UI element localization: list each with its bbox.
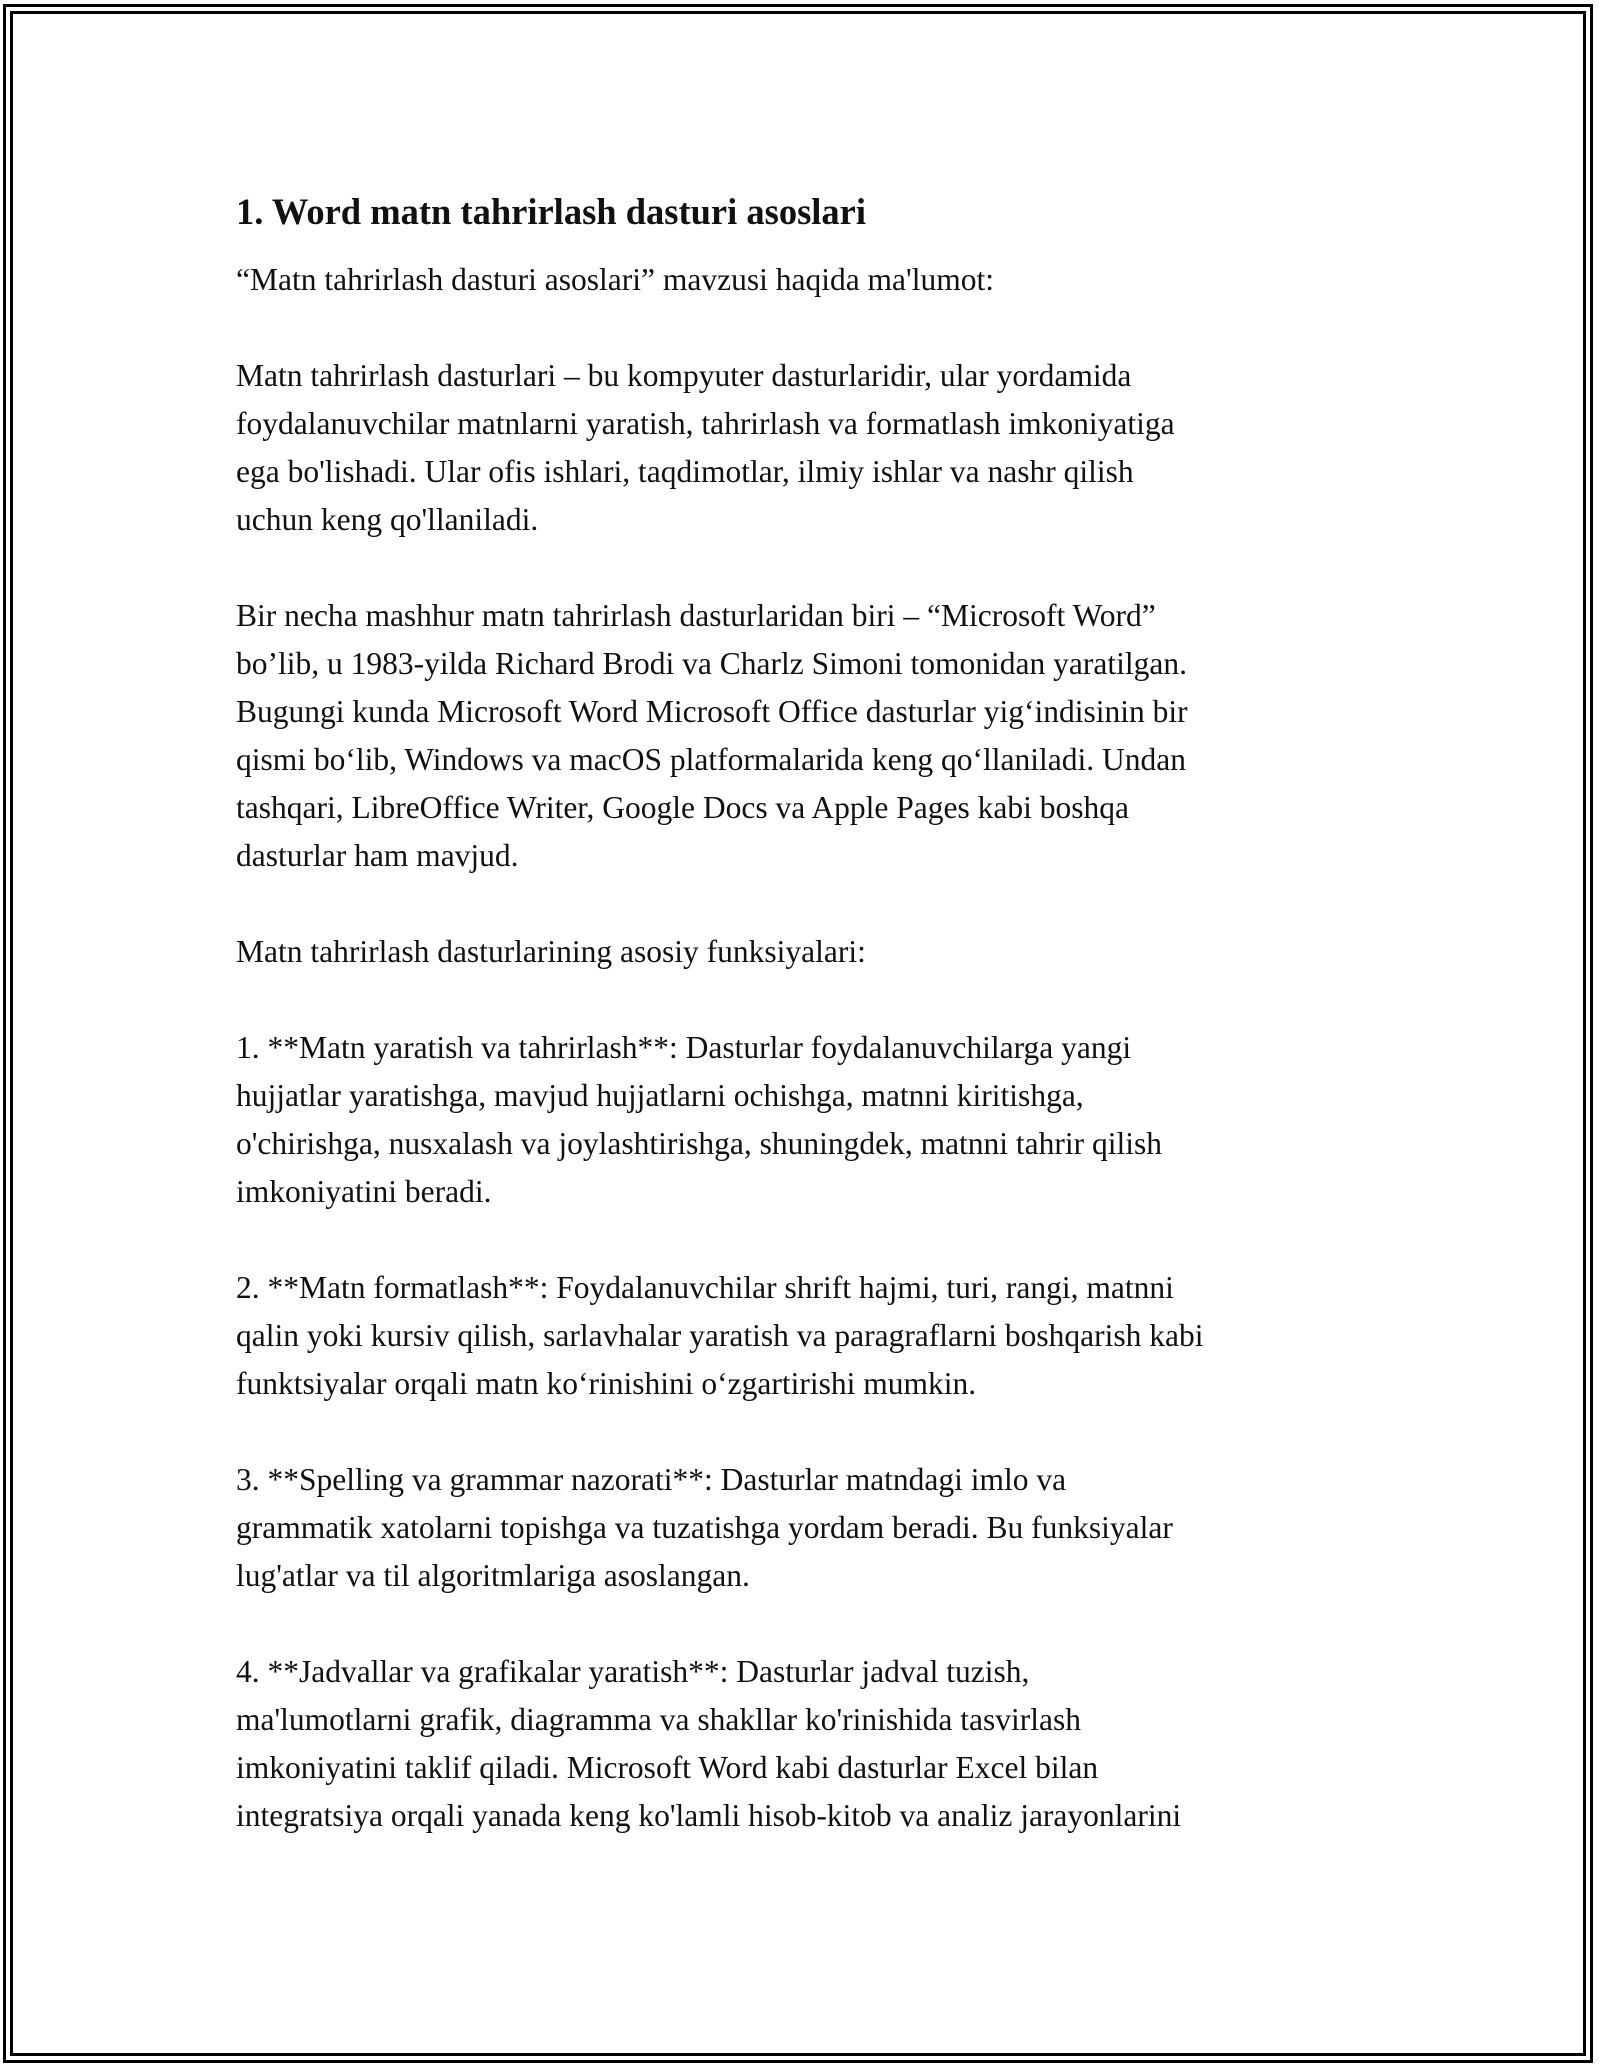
function-item-paragraph: 4. **Jadvallar va grafikalar yaratish**: Dasturlar jadval tuzish, ma'lumotlarni grafik, diagramma va shakllar ko'rinishida tasvirlash imkoniyatini taklif qiladi. Microsoft Word kabi dasturlar Excel bilan integratsiya orqali yanada keng ko'lamli hisob-kitob va analiz jarayonlarini bbox=[236, 1654, 1182, 1833]
definition-paragraph: Matn tahrirlash dasturlari – bu kompyuter dasturlaridir, ular yordamida foydalanuvchilar matnlarni yaratish, tahrirlash va formatlash imkoniyatiga ega bo'lishadi. Ular ofis ishlari, taqdimotlar, ilmiy ishlar va nashr qilish uchun keng qo'llaniladi. bbox=[236, 358, 1175, 537]
function-item-paragraph: 1. **Matn yaratish va tahrirlash**: Dasturlar foydalanuvchilarga yangi hujjatlar yaratishga, mavjud hujjatlarni ochishga, matnni kiritishga, o'chirishga, nusxalash va joylashtirishga, shuningdek, matnni tahrir qilish imkoniyatini beradi. bbox=[236, 1030, 1163, 1209]
function-item-paragraph: 3. **Spelling va grammar nazorati**: Dasturlar matndagi imlo va grammatik xatolarni topishga va tuzatishga yordam beradi. Bu funksiyalar lug'atlar va til algoritmlariga asoslangan. bbox=[236, 1462, 1173, 1593]
functions-heading-paragraph: Matn tahrirlash dasturlarining asosiy funksiyalari: bbox=[236, 934, 866, 969]
document-title: 1. Word matn tahrirlash dasturi asoslari bbox=[236, 191, 867, 232]
intro-paragraph: “Matn tahrirlash dasturi asoslari” mavzusi haqida ma'lumot: bbox=[236, 262, 994, 297]
history-paragraph: Bir necha mashhur matn tahrirlash dasturlaridan biri – “Microsoft Word” bo’lib, u 1983-yilda Richard Brodi va Charlz Simoni tomonidan yaratilgan. Bugungi kunda Microsoft Word Microsoft Office dasturlar yig‘indisinin bir qismi bo‘lib, Windows va macOS platformalarida keng qo‘llaniladi. Undan tashqari, LibreOffice Writer, Google Docs va Apple Pages kabi boshqa dasturlar ham mavjud. bbox=[236, 598, 1188, 873]
function-item-paragraph: 2. **Matn formatlash**: Foydalanuvchilar shrift hajmi, turi, rangi, matnni qalin yoki kursiv qilish, sarlavhalar yaratish va paragraflarni boshqarish kabi funktsiyalar orqali matn ko‘rinishini o‘zgartirishi mumkin. bbox=[236, 1270, 1204, 1401]
document-body bbox=[236, 186, 1386, 1888]
